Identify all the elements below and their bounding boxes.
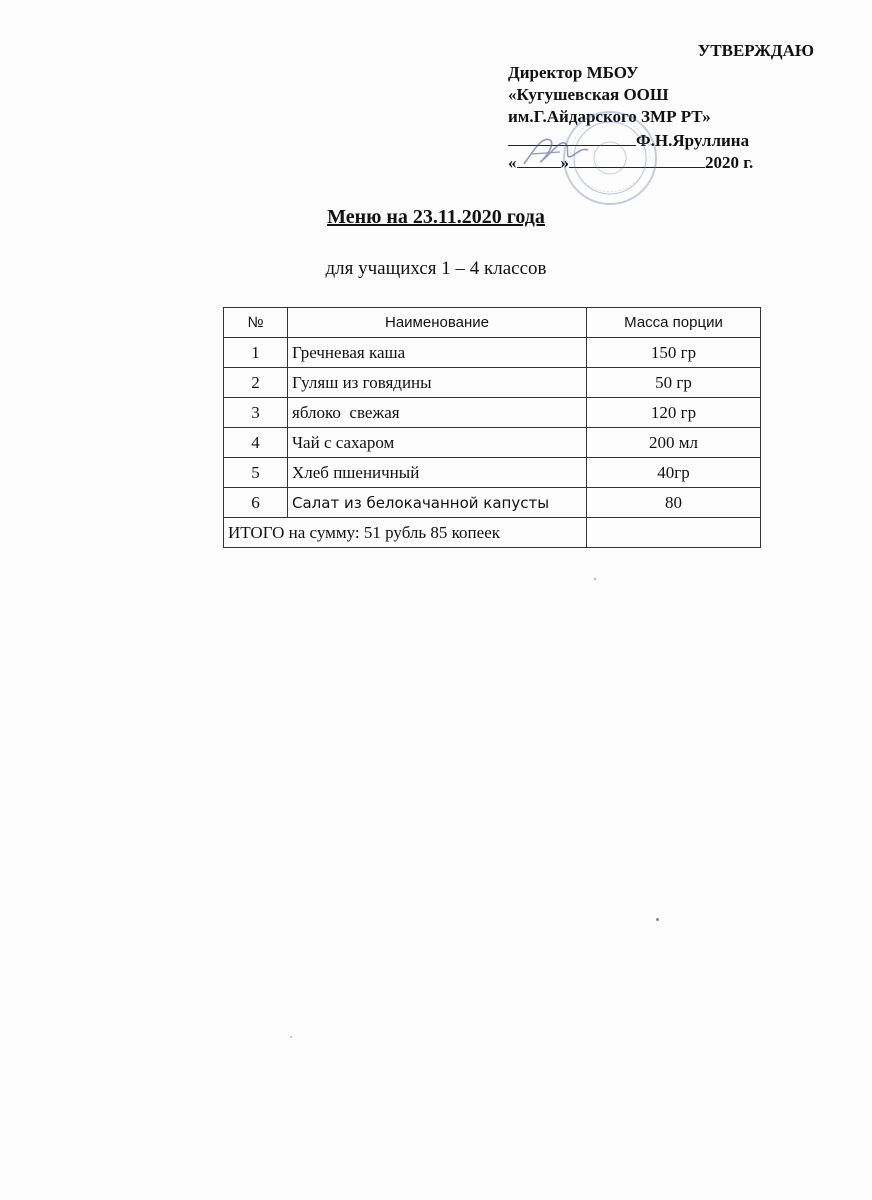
row-name: яблоко свежая (288, 398, 587, 428)
approval-heading: УТВЕРЖДАЮ (697, 41, 814, 60)
menu-table (223, 307, 761, 548)
row-num: 6 (224, 488, 288, 518)
row-mass: 200 мл (587, 428, 761, 458)
page-title (0, 206, 872, 229)
row-name: Салат из белокачанной капусты (288, 488, 587, 518)
row-mass: 40гр (587, 458, 761, 488)
row-num: 3 (224, 398, 288, 428)
row-num: 1 (224, 338, 288, 368)
scan-speck (594, 578, 596, 580)
table-total-row (224, 518, 761, 548)
handwritten-signature-icon (520, 130, 590, 170)
row-mass: 80 (587, 488, 761, 518)
row-num: 5 (224, 458, 288, 488)
row-name: Гречневая каша (288, 338, 587, 368)
row-mass: 150 гр (587, 338, 761, 368)
approval-org-line2: им.Г.Айдарского ЗМР РТ» (508, 107, 711, 126)
row-name: Хлеб пшеничный (288, 458, 587, 488)
page-subtitle: для учащихся 1 – 4 классов (325, 258, 547, 279)
row-mass: 120 гр (587, 398, 761, 428)
header-num: № (224, 308, 288, 338)
total-value (587, 518, 761, 548)
approval-org-line1: «Кугушевская ООШ (508, 85, 669, 104)
header-name: Наименование (288, 308, 587, 338)
row-name: Гуляш из говядины (288, 368, 587, 398)
scan-speck (656, 918, 659, 921)
approval-year: 2020 г. (705, 153, 754, 172)
date-quote-close: » (560, 153, 569, 172)
header-mass: Масса порции (587, 308, 761, 338)
total-label: ИТОГО на сумму: 51 рубль 85 копеек (224, 518, 587, 548)
page-title-text: Меню на 23.11.2020 года (327, 206, 545, 228)
table-row (224, 368, 761, 398)
table-row (224, 458, 761, 488)
date-quote-open: « (508, 153, 517, 172)
row-name: Чай с сахаром (288, 428, 587, 458)
table-header-row (224, 308, 761, 338)
scan-speck (290, 1036, 292, 1038)
row-num: 4 (224, 428, 288, 458)
approval-signer: Ф.Н.Яруллина (636, 131, 750, 150)
row-num: 2 (224, 368, 288, 398)
approval-position: Директор МБОУ (508, 63, 639, 82)
table-row (224, 428, 761, 458)
table-row (224, 338, 761, 368)
table-row (224, 488, 761, 518)
row-mass: 50 гр (587, 368, 761, 398)
table-row (224, 398, 761, 428)
